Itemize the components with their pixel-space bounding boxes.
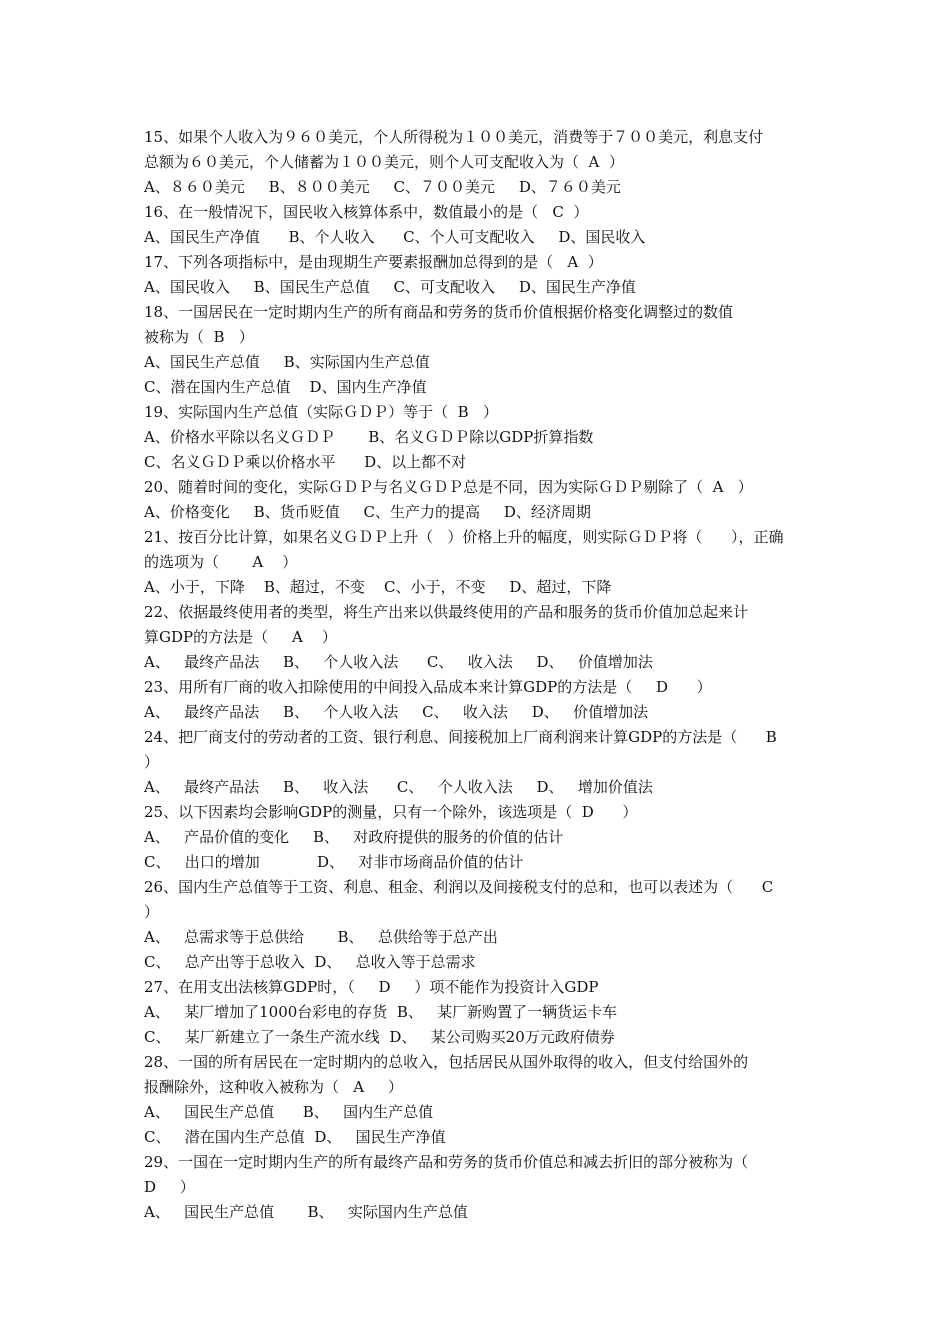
text-line: 19、实际国内生产总值（实际ＧＤＰ）等于（ B ） — [144, 403, 498, 421]
text-line: 的选项为（ A ） — [144, 553, 298, 571]
text-line: C、 潜在国内生产总值 D、 国民生产净值 — [144, 1128, 446, 1146]
text-line: A、国民生产净值 B、个人收入 C、个人可支配收入 D、国民收入 — [144, 228, 646, 246]
text-line: A、 国民生产总值 B、 实际国内生产总值 — [144, 1203, 468, 1221]
text-line: 17、下列各项指标中，是由现期生产要素报酬加总得到的是（ A ） — [144, 253, 603, 271]
text-line: C、潜在国内生产总值 D、国内生产净值 — [144, 378, 427, 396]
text-line: A、 最终产品法 B、 个人收入法 C、 收入法 D、 价值增加法 — [144, 653, 653, 671]
text-line: A、小于，下降 B、超过，不变 C、小于，不变 D、超过，下降 — [144, 578, 612, 596]
text-line: 21、按百分比计算，如果名义ＧＤＰ上升（ ）价格上升的幅度，则实际ＧＤＰ将（ ），正确 — [144, 528, 784, 546]
document-page — [144, 125, 816, 1225]
text-line: C、 出口的增加 D、 对非市场商品价值的估计 — [144, 853, 524, 871]
text-line: 22、依据最终使用者的类型，将生产出来以供最终使用的产品和服务的货币价值加总起来计 — [144, 603, 749, 621]
text-line: ） — [144, 753, 160, 771]
text-line: 29、一国在一定时期内生产的所有最终产品和劳务的货币价值总和减去折旧的部分被称为（ — [144, 1153, 749, 1171]
text-line: C、 总产出等于总收入 D、 总收入等于总需求 — [144, 953, 476, 971]
text-line: A、 国民生产总值 B、 国内生产总值 — [144, 1103, 434, 1121]
text-line: 28、一国的所有居民在一定时期内的总收入，包括居民从国外取得的收入，但支付给国外的 — [144, 1053, 749, 1071]
text-line: 报酬除外，这种收入被称为（ A ） — [144, 1078, 403, 1096]
text-line: A、国民收入 B、国民生产总值 C、可支配收入 D、国民生产净值 — [144, 278, 636, 296]
text-line: 26、国内生产总值等于工资、利息、租金、利润以及间接税支付的总和，也可以表述为（ C — [144, 878, 774, 896]
text-line: 被称为（ B ） — [144, 328, 254, 346]
text-line: C、名义ＧＤＰ乘以价格水平 D、以上都不对 — [144, 453, 467, 471]
text-line: 20、随着时间的变化，实际ＧＤＰ与名义ＧＤＰ总是不同，因为实际ＧＤＰ剔除了（ A ） — [144, 478, 753, 496]
text-line: A、８６０美元 B、８００美元 C、７００美元 D、７６０美元 — [144, 178, 621, 196]
text-line: D ） — [144, 1178, 195, 1196]
text-line: 24、把厂商支付的劳动者的工资、银行利息、间接税加上厂商利润来计算GDP的方法是（ B — [144, 728, 777, 746]
text-line: A、价格变化 B、货币贬值 C、生产力的提高 D、经济周期 — [144, 503, 591, 521]
text-line: A、 某厂增加了1000台彩电的存货 B、 某厂新购置了一辆货运卡车 — [144, 1003, 618, 1021]
text-line: A、 最终产品法 B、 收入法 C、 个人收入法 D、 增加价值法 — [144, 778, 653, 796]
text-line: 算GDP的方法是（ A ） — [144, 628, 337, 646]
text-line: ） — [144, 903, 160, 921]
text-line: A、价格水平除以名义ＧＤＰ B、名义ＧＤＰ除以GDP折算指数 — [144, 428, 594, 446]
text-line: 18、一国居民在一定时期内生产的所有商品和劳务的货币价值根据价格变化调整过的数值 — [144, 303, 734, 321]
text-line: 16、在一般情况下，国民收入核算体系中，数值最小的是（ C ） — [144, 203, 589, 221]
text-line: A、 最终产品法 B、 个人收入法 C、 收入法 D、 价值增加法 — [144, 703, 649, 721]
text-line: A、 产品价值的变化 B、 对政府提供的服务的价值的估计 — [144, 828, 564, 846]
text-line: 15、如果个人收入为９６０美元，个人所得税为１００美元，消费等于７００美元，利息支付 — [144, 128, 764, 146]
text-line: C、 某厂新建立了一条生产流水线 D、 某公司购买20万元政府债券 — [144, 1028, 615, 1046]
text-line: 25、以下因素均会影响GDP的测量，只有一个除外，该选项是（ D ） — [144, 803, 638, 821]
text-line: 27、在用支出法核算GDP时，（ D ）项不能作为投资计入GDP — [144, 978, 599, 996]
text-line: 23、用所有厂商的收入扣除使用的中间投入品成本来计算GDP的方法是（ D ） — [144, 678, 712, 696]
text-line: 总额为６０美元，个人储蓄为１００美元，则个人可支配收入为（ A ） — [144, 153, 624, 171]
text-line: A、 总需求等于总供给 B、 总供给等于总产出 — [144, 928, 498, 946]
text-line: A、国民生产总值 B、实际国内生产总值 — [144, 353, 430, 371]
